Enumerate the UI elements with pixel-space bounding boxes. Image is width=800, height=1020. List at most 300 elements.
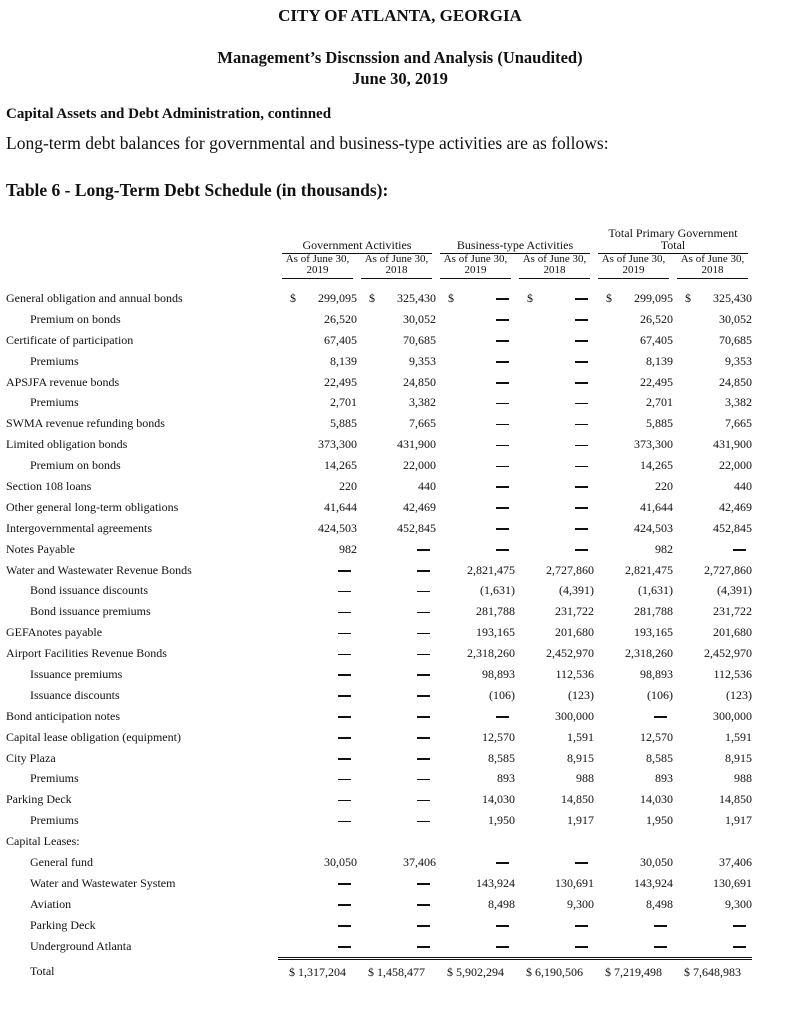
- cell-value: 201,680: [555, 625, 594, 640]
- table-cell: [357, 455, 436, 476]
- cell-value: 67,405: [640, 332, 673, 347]
- table-row: [6, 539, 752, 560]
- cell-value: (123): [726, 687, 752, 702]
- cell-value: 9,353: [725, 353, 752, 368]
- table-cell: [278, 372, 357, 393]
- table-cell: [673, 768, 752, 789]
- dash-mark: [338, 904, 351, 906]
- cell-value: 5,885: [646, 416, 673, 431]
- table-cell: [436, 789, 515, 810]
- table-cell: [594, 894, 673, 915]
- table-cell: [357, 789, 436, 810]
- table-cell: [357, 580, 436, 601]
- table-cell: [357, 434, 436, 455]
- dash-mark: [496, 925, 509, 927]
- table-cell: [357, 727, 436, 748]
- cell-value: 220: [655, 478, 673, 493]
- table-cell: [357, 685, 436, 706]
- table-row: [6, 413, 752, 434]
- table-cell: [436, 518, 515, 539]
- table-cell: [436, 768, 515, 789]
- dash-mark: [496, 528, 509, 530]
- table-row: [6, 309, 752, 330]
- dash-mark: [338, 925, 351, 927]
- group-header-total: Total Primary Government Total: [594, 222, 752, 254]
- dash-mark: [417, 737, 430, 739]
- cell-value: 193,165: [634, 625, 673, 640]
- table-cell: [278, 936, 357, 958]
- table-cell: [436, 748, 515, 769]
- cell-value: 440: [418, 478, 436, 493]
- table-cell: [278, 539, 357, 560]
- column-header: As of June 30, 2018: [673, 254, 752, 288]
- total-cell: [673, 958, 752, 986]
- cell-value: 2,318,260: [625, 646, 673, 661]
- row-label: Bond anticipation notes: [6, 708, 120, 723]
- table-cell: [515, 873, 594, 894]
- table-cell: [673, 852, 752, 873]
- table-cell: [278, 664, 357, 685]
- cell-value: 431,900: [397, 437, 436, 452]
- table-cell: [436, 664, 515, 685]
- dash-mark: [575, 319, 588, 321]
- cell-value: 431,900: [713, 437, 752, 452]
- cell-value: 14,030: [482, 792, 515, 807]
- table-cell: [673, 539, 752, 560]
- table-cell: [436, 852, 515, 873]
- cell-value: 12,570: [482, 729, 515, 744]
- group-header-business: Business-type Activities: [436, 222, 594, 254]
- cell-value: 30,052: [719, 311, 752, 326]
- table-cell: [673, 831, 752, 852]
- cell-value: 70,685: [403, 332, 436, 347]
- cell-value: 325,430: [397, 290, 436, 305]
- cell-value: 2,821,475: [625, 562, 673, 577]
- row-label: City Plaza: [6, 750, 56, 765]
- table-cell: [515, 392, 594, 413]
- table-cell: [673, 915, 752, 936]
- table-cell: [357, 497, 436, 518]
- table-cell: [278, 894, 357, 915]
- table-cell: [594, 643, 673, 664]
- cell-value: 8,915: [725, 750, 752, 765]
- table-cell: [278, 685, 357, 706]
- table-cell: [673, 580, 752, 601]
- table-row: [6, 622, 752, 643]
- table-cell: [436, 392, 515, 413]
- cell-value: 1,950: [488, 813, 515, 828]
- cell-value: 299,095: [318, 290, 357, 305]
- table-cell: [436, 330, 515, 351]
- table-cell: [594, 476, 673, 497]
- table-cell: [278, 601, 357, 622]
- table-cell: [673, 413, 752, 434]
- table-cell: [594, 330, 673, 351]
- row-label: Water and Wastewater System: [30, 875, 176, 890]
- table-cell: [357, 601, 436, 622]
- total-row: [6, 958, 752, 986]
- cell-value: 30,050: [640, 854, 673, 869]
- table-cell: [436, 372, 515, 393]
- dash-mark: [417, 925, 430, 927]
- table-cell: [594, 685, 673, 706]
- table-cell: [357, 309, 436, 330]
- cell-value: 424,503: [318, 520, 357, 535]
- table-cell: [673, 664, 752, 685]
- cell-value: 7,665: [409, 416, 436, 431]
- table-cell: [436, 915, 515, 936]
- row-label: Airport Facilities Revenue Bonds: [6, 646, 167, 661]
- table-cell: [515, 288, 594, 309]
- row-label: Premiums: [30, 771, 79, 786]
- table-cell: [278, 413, 357, 434]
- currency-symbol: $: [527, 290, 533, 305]
- table-cell: [673, 309, 752, 330]
- table-cell: [436, 706, 515, 727]
- row-label: Underground Atlanta: [30, 939, 132, 954]
- table-row: [6, 392, 752, 413]
- cell-value: 1,591: [725, 729, 752, 744]
- cell-value: 373,300: [318, 437, 357, 452]
- table-cell: [673, 873, 752, 894]
- cell-value: 988: [734, 771, 752, 786]
- cell-value: 30,050: [324, 854, 357, 869]
- row-label: Limited obligation bonds: [6, 437, 128, 452]
- table-cell: [278, 476, 357, 497]
- document-header-report: Management’s Discnssion and Analysis (Unaudited): [217, 48, 583, 67]
- table-cell: [357, 852, 436, 873]
- table-row: [6, 706, 752, 727]
- table-cell: [594, 455, 673, 476]
- table-row: [6, 476, 752, 497]
- table-cell: [357, 372, 436, 393]
- cell-value: 24,850: [719, 374, 752, 389]
- cell-value: 130,691: [713, 875, 752, 890]
- debt-schedule-table: [6, 222, 752, 986]
- table-row: [6, 434, 752, 455]
- dash-mark: [654, 946, 667, 948]
- cell-value: 1,917: [567, 813, 594, 828]
- table-cell: [594, 852, 673, 873]
- table-row: [6, 288, 752, 309]
- table-row: [6, 852, 752, 873]
- dash-mark: [338, 633, 351, 635]
- row-label: Capital Leases:: [6, 834, 80, 849]
- table-cell: [515, 601, 594, 622]
- table-cell: [436, 601, 515, 622]
- table-cell: [357, 351, 436, 372]
- cell-value: 8,915: [567, 750, 594, 765]
- cell-value: 300,000: [713, 708, 752, 723]
- cell-value: 9,353: [409, 353, 436, 368]
- cell-value: 26,520: [640, 311, 673, 326]
- table-row: [6, 560, 752, 581]
- table-cell: [436, 580, 515, 601]
- section-title: Capital Assets and Debt Administration, continned: [6, 106, 332, 122]
- table-row: [6, 497, 752, 518]
- table-cell: [594, 831, 673, 852]
- dash-mark: [417, 591, 430, 593]
- cell-value: 143,924: [634, 875, 673, 890]
- table-cell: [515, 476, 594, 497]
- dash-mark: [575, 862, 588, 864]
- dash-mark: [496, 319, 509, 321]
- document-header-city: CITY OF ATLANTA, GEORGIA: [278, 6, 522, 25]
- table-cell: [594, 789, 673, 810]
- table-cell: [594, 727, 673, 748]
- cell-value: 130,691: [555, 875, 594, 890]
- dash-mark: [496, 445, 509, 447]
- row-label: Certificate of participation: [6, 332, 134, 347]
- cell-value: 3,382: [725, 395, 752, 410]
- dash-mark: [496, 549, 509, 551]
- table-cell: [278, 288, 357, 309]
- cell-value: 1,917: [725, 813, 752, 828]
- table-cell: [436, 413, 515, 434]
- dash-mark: [338, 779, 351, 781]
- cell-value: 8,139: [330, 353, 357, 368]
- dash-mark: [496, 340, 509, 342]
- table-cell: [357, 664, 436, 685]
- table-cell: [594, 810, 673, 831]
- table-row: [6, 810, 752, 831]
- table-cell: [357, 622, 436, 643]
- table-cell: [673, 476, 752, 497]
- table-cell: [436, 288, 515, 309]
- cell-value: 22,495: [324, 374, 357, 389]
- dash-mark: [575, 382, 588, 384]
- table-cell: [436, 476, 515, 497]
- dash-mark: [496, 424, 509, 426]
- total-value: $ 7,219,498: [605, 965, 662, 979]
- cell-value: 14,850: [561, 792, 594, 807]
- dash-mark: [338, 654, 351, 656]
- table-cell: [436, 831, 515, 852]
- row-label: SWMA revenue refunding bonds: [6, 416, 165, 431]
- table-cell: [594, 601, 673, 622]
- table-cell: [515, 413, 594, 434]
- dash-mark: [496, 946, 509, 948]
- table-cell: [436, 434, 515, 455]
- row-label: Other general long-term obligations: [6, 499, 179, 514]
- cell-value: 22,495: [640, 374, 673, 389]
- table-row: [6, 518, 752, 539]
- table-cell: [278, 831, 357, 852]
- total-value: $ 1,317,204: [289, 965, 346, 979]
- table-cell: [594, 936, 673, 958]
- cell-value: 893: [497, 771, 515, 786]
- total-cell: [357, 958, 436, 986]
- table-cell: [515, 372, 594, 393]
- dash-mark: [575, 340, 588, 342]
- table-cell: [673, 372, 752, 393]
- dash-mark: [417, 612, 430, 614]
- dash-mark: [417, 674, 430, 676]
- total-cell: [278, 958, 357, 986]
- cell-value: 1,591: [567, 729, 594, 744]
- table-cell: [515, 351, 594, 372]
- dash-mark: [496, 486, 509, 488]
- cell-value: 42,469: [403, 499, 436, 514]
- table-cell: [594, 288, 673, 309]
- table-cell: [515, 664, 594, 685]
- cell-value: 440: [734, 478, 752, 493]
- cell-value: 193,165: [476, 625, 515, 640]
- currency-symbol: $: [369, 290, 375, 305]
- cell-value: 14,030: [640, 792, 673, 807]
- table-cell: [515, 706, 594, 727]
- table-row: [6, 330, 752, 351]
- table-cell: [594, 664, 673, 685]
- table-cell: [436, 894, 515, 915]
- table-cell: [515, 309, 594, 330]
- table-cell: [515, 455, 594, 476]
- dash-mark: [417, 654, 430, 656]
- table-cell: [673, 706, 752, 727]
- table-cell: [515, 852, 594, 873]
- cell-value: 37,406: [719, 854, 752, 869]
- table-cell: [594, 351, 673, 372]
- cell-value: 70,685: [719, 332, 752, 347]
- dash-mark: [338, 674, 351, 676]
- table-cell: [594, 372, 673, 393]
- table-cell: [515, 518, 594, 539]
- cell-value: 8,498: [646, 896, 673, 911]
- table-cell: [357, 831, 436, 852]
- currency-symbol: $: [290, 290, 296, 305]
- table-row: [6, 768, 752, 789]
- table-cell: [357, 810, 436, 831]
- total-value: $ 1,458,477: [368, 965, 425, 979]
- table-cell: [278, 852, 357, 873]
- table-cell: [594, 413, 673, 434]
- cell-value: 5,885: [330, 416, 357, 431]
- table-cell: [278, 455, 357, 476]
- cell-value: 2,452,970: [546, 646, 594, 661]
- dash-mark: [417, 758, 430, 760]
- table-cell: [436, 873, 515, 894]
- row-label: Intergovernmental agreements: [6, 520, 153, 535]
- table-cell: [594, 580, 673, 601]
- table-cell: [278, 330, 357, 351]
- table-body: [6, 288, 752, 986]
- cell-value: 67,405: [324, 332, 357, 347]
- table-cell: [594, 706, 673, 727]
- table-cell: [673, 497, 752, 518]
- table-cell: [278, 622, 357, 643]
- table-cell: [515, 685, 594, 706]
- table-row: [6, 580, 752, 601]
- cell-value: 2,727,860: [546, 562, 594, 577]
- dash-mark: [496, 361, 509, 363]
- cell-value: 8,585: [488, 750, 515, 765]
- table-title: Table 6 - Long-Term Debt Schedule (in thousands):: [6, 180, 389, 200]
- table-cell: [673, 643, 752, 664]
- table-cell: [515, 789, 594, 810]
- table-cell: [515, 748, 594, 769]
- total-cell: [594, 958, 673, 986]
- dash-mark: [733, 925, 746, 927]
- dash-mark: [496, 382, 509, 384]
- table-cell: [278, 706, 357, 727]
- row-label: Bond issuance discounts: [30, 583, 148, 598]
- cell-value: 2,727,860: [704, 562, 752, 577]
- dash-mark: [575, 549, 588, 551]
- table-row: [6, 873, 752, 894]
- table-cell: [436, 497, 515, 518]
- dash-mark: [575, 925, 588, 927]
- table-cell: [594, 539, 673, 560]
- table-cell: [278, 497, 357, 518]
- table-cell: [278, 392, 357, 413]
- cell-value: 22,000: [719, 458, 752, 473]
- table-cell: [278, 560, 357, 581]
- table-cell: [278, 810, 357, 831]
- row-label: Premium on bonds: [30, 311, 121, 326]
- dash-mark: [496, 716, 509, 718]
- dash-mark: [575, 466, 588, 468]
- cell-value: 300,000: [555, 708, 594, 723]
- cell-value: 14,265: [324, 458, 357, 473]
- dash-mark: [417, 883, 430, 885]
- row-label: GEFAnotes payable: [6, 625, 103, 640]
- currency-symbol: $: [448, 290, 454, 305]
- table-cell: [594, 434, 673, 455]
- cell-value: 26,520: [324, 311, 357, 326]
- table-cell: [278, 309, 357, 330]
- row-label: Issuance discounts: [30, 687, 120, 702]
- table-cell: [594, 748, 673, 769]
- dash-mark: [417, 716, 430, 718]
- row-label: Premiums: [30, 353, 79, 368]
- dash-mark: [417, 633, 430, 635]
- row-label: Notes Payable: [6, 541, 75, 556]
- table-cell: [357, 288, 436, 309]
- cell-value: 112,536: [713, 666, 752, 681]
- table-cell: [515, 622, 594, 643]
- dash-mark: [338, 612, 351, 614]
- dash-mark: [575, 528, 588, 530]
- dash-mark: [417, 946, 430, 948]
- table-cell: [357, 392, 436, 413]
- dash-mark: [575, 445, 588, 447]
- cell-value: 3,382: [409, 395, 436, 410]
- cell-value: 2,318,260: [467, 646, 515, 661]
- cell-value: 2,452,970: [704, 646, 752, 661]
- currency-symbol: $: [606, 290, 612, 305]
- table-cell: [278, 580, 357, 601]
- table-row: [6, 748, 752, 769]
- cell-value: 22,000: [403, 458, 436, 473]
- table-cell: [515, 539, 594, 560]
- cell-value: 373,300: [634, 437, 673, 452]
- table-cell: [357, 330, 436, 351]
- cell-value: 231,722: [555, 604, 594, 619]
- table-cell: [357, 915, 436, 936]
- cell-value: 37,406: [403, 854, 436, 869]
- table-cell: [515, 768, 594, 789]
- dash-mark: [338, 800, 351, 802]
- table-cell: [515, 915, 594, 936]
- cell-value: 14,850: [719, 792, 752, 807]
- table-cell: [436, 685, 515, 706]
- table-cell: [357, 894, 436, 915]
- column-header: As of June 30, 2019: [278, 254, 357, 288]
- dash-mark: [338, 883, 351, 885]
- cell-value: 988: [576, 771, 594, 786]
- table-cell: [515, 497, 594, 518]
- table-cell: [278, 727, 357, 748]
